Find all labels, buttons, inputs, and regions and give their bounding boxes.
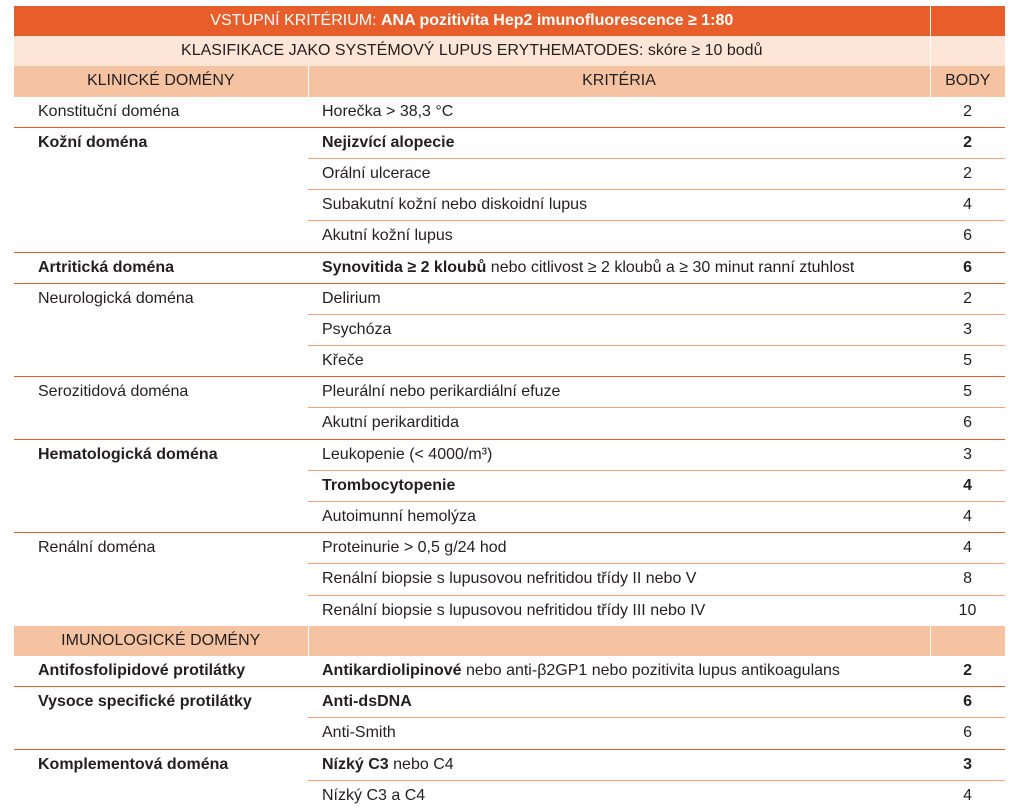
table-row bbox=[14, 718, 1005, 749]
criterion-bold-part: Nízký C3 bbox=[322, 755, 389, 773]
points-cell: 4 bbox=[930, 190, 1005, 221]
criterion-rest: nebo citlivost ≥ 2 kloubů a ≥ 30 minut ranní ztuhlost bbox=[486, 258, 855, 276]
criterion-cell: Horečka > 38,3 °C bbox=[322, 102, 454, 120]
domain-cell bbox=[14, 346, 308, 377]
criterion-cell bbox=[308, 656, 930, 687]
domain-cell: Serozitidová doména bbox=[14, 377, 308, 408]
domain-cell: Vysoce specifické protilátky bbox=[14, 687, 308, 718]
points-cell: 3 bbox=[930, 749, 1005, 780]
table-row bbox=[14, 595, 1005, 626]
header-criteria: KRITÉRIA bbox=[308, 66, 930, 96]
points-cell: 5 bbox=[930, 377, 1005, 408]
criterion-cell: Leukopenie (< 4000/m³) bbox=[308, 439, 930, 470]
criterion-cell: Proteinurie > 0,5 g/24 hod bbox=[308, 533, 930, 564]
criterion-bold-part: Synovitida ≥ 2 kloubů bbox=[322, 258, 487, 276]
domain-cell: Antifosfolipidové protilátky bbox=[38, 661, 246, 679]
points-cell: 6 bbox=[930, 718, 1005, 749]
criterion-cell: Akutní perikarditida bbox=[308, 408, 930, 439]
table-row bbox=[14, 439, 1005, 470]
criterion-cell: Křeče bbox=[308, 346, 930, 377]
points-cell: 2 bbox=[930, 127, 1005, 158]
entry-criterion-label: VSTUPNÍ KRITÉRIUM: bbox=[210, 12, 377, 29]
table-row bbox=[14, 377, 1005, 408]
domain-cell bbox=[14, 595, 308, 626]
table-row bbox=[14, 687, 1005, 718]
entry-criterion-row bbox=[14, 6, 1005, 36]
points-cell: 6 bbox=[930, 687, 1005, 718]
domain-cell: Kožní doména bbox=[14, 127, 308, 158]
domain-cell bbox=[14, 502, 308, 533]
table-row bbox=[14, 97, 1005, 128]
points-cell: 3 bbox=[930, 314, 1005, 345]
points-cell: 2 bbox=[930, 158, 1005, 189]
criterion-rest: nebo anti-β2GP1 nebo pozitivita lupus antikoagulans bbox=[461, 661, 840, 679]
table-row bbox=[14, 252, 1005, 283]
points-cell: 2 bbox=[963, 661, 972, 679]
points-cell: 3 bbox=[930, 439, 1005, 470]
points-cell: 8 bbox=[930, 564, 1005, 595]
table-row bbox=[14, 533, 1005, 564]
points-cell: 6 bbox=[930, 408, 1005, 439]
domain-cell bbox=[14, 158, 308, 189]
table-row bbox=[14, 221, 1005, 252]
domain-cell bbox=[14, 408, 308, 439]
criterion-cell: Renální biopsie s lupusovou nefritidou třídy II nebo V bbox=[308, 564, 930, 595]
points-cell: 2 bbox=[930, 283, 1005, 314]
points-cell: 5 bbox=[930, 346, 1005, 377]
domain-cell: Renální doména bbox=[14, 533, 308, 564]
domain-cell: Neurologická doména bbox=[14, 283, 308, 314]
table-row bbox=[14, 314, 1005, 345]
points-cell: 6 bbox=[930, 221, 1005, 252]
table-row bbox=[14, 190, 1005, 221]
points-cell: 2 bbox=[963, 102, 972, 120]
entry-criterion bbox=[14, 6, 930, 36]
table-row bbox=[14, 749, 1005, 780]
criterion-cell bbox=[308, 252, 930, 283]
domain-cell bbox=[14, 780, 308, 811]
classification-row bbox=[14, 36, 1005, 66]
table-row bbox=[14, 408, 1005, 439]
table-row bbox=[14, 283, 1005, 314]
domain-cell: Artritická doména bbox=[14, 252, 308, 283]
criterion-cell: Anti-Smith bbox=[308, 718, 930, 749]
criterion-cell: Trombocytopenie bbox=[308, 470, 930, 501]
criterion-cell: Delirium bbox=[308, 283, 930, 314]
column-header-row bbox=[14, 66, 1005, 96]
points-cell: 4 bbox=[930, 533, 1005, 564]
criterion-cell: Renální biopsie s lupusovou nefritidou třídy III nebo IV bbox=[308, 595, 930, 626]
domain-cell bbox=[14, 470, 308, 501]
table-row bbox=[14, 127, 1005, 158]
table-row bbox=[14, 564, 1005, 595]
domain-cell bbox=[14, 564, 308, 595]
criterion-cell: Psychóza bbox=[308, 314, 930, 345]
header-immunological-domains: IMUNOLOGICKÉ DOMÉNY bbox=[14, 626, 308, 656]
points-cell: 10 bbox=[930, 595, 1005, 626]
points-cell: 4 bbox=[930, 502, 1005, 533]
table-row bbox=[14, 470, 1005, 501]
table-row bbox=[14, 158, 1005, 189]
points-cell: 6 bbox=[930, 252, 1005, 283]
table-row bbox=[14, 502, 1005, 533]
criterion-cell: Nízký C3 a C4 bbox=[308, 780, 930, 811]
header-domains: KLINICKÉ DOMÉNY bbox=[14, 66, 308, 96]
header-points: BODY bbox=[930, 66, 1005, 96]
criterion-cell: Subakutní kožní nebo diskoidní lupus bbox=[308, 190, 930, 221]
table-row bbox=[14, 656, 1005, 687]
classification-text: KLASIFIKACE JAKO SYSTÉMOVÝ LUPUS ERYTHEMATODES: skóre ≥ 10 bodů bbox=[14, 36, 930, 66]
domain-cell bbox=[14, 190, 308, 221]
domain-cell bbox=[14, 221, 308, 252]
criterion-cell bbox=[308, 749, 930, 780]
criterion-cell: Pleurální nebo perikardiální efuze bbox=[308, 377, 930, 408]
table-row bbox=[14, 346, 1005, 377]
domain-cell bbox=[14, 718, 308, 749]
domain-cell: Konstituční doména bbox=[38, 102, 180, 120]
points-cell: 4 bbox=[930, 470, 1005, 501]
domain-cell: Komplementová doména bbox=[14, 749, 308, 780]
immunological-header-row bbox=[14, 626, 1005, 656]
criterion-cell: Autoimunní hemolýza bbox=[308, 502, 930, 533]
domain-cell bbox=[14, 314, 308, 345]
domain-cell: Hematologická doména bbox=[14, 439, 308, 470]
criterion-bold-part: Antikardiolipinové bbox=[322, 661, 462, 679]
entry-criterion-value: ANA pozitivita Hep2 imunofluorescence ≥ 1:80 bbox=[380, 12, 734, 29]
criterion-cell: Nejizvící alopecie bbox=[308, 127, 930, 158]
criterion-rest: nebo C4 bbox=[388, 755, 454, 773]
criterion-cell: Akutní kožní lupus bbox=[308, 221, 930, 252]
points-cell: 4 bbox=[930, 780, 1005, 811]
table-row bbox=[14, 780, 1005, 811]
criterion-cell: Orální ulcerace bbox=[308, 158, 930, 189]
criterion-cell: Anti-dsDNA bbox=[308, 687, 930, 718]
sle-classification-table bbox=[14, 6, 1005, 811]
